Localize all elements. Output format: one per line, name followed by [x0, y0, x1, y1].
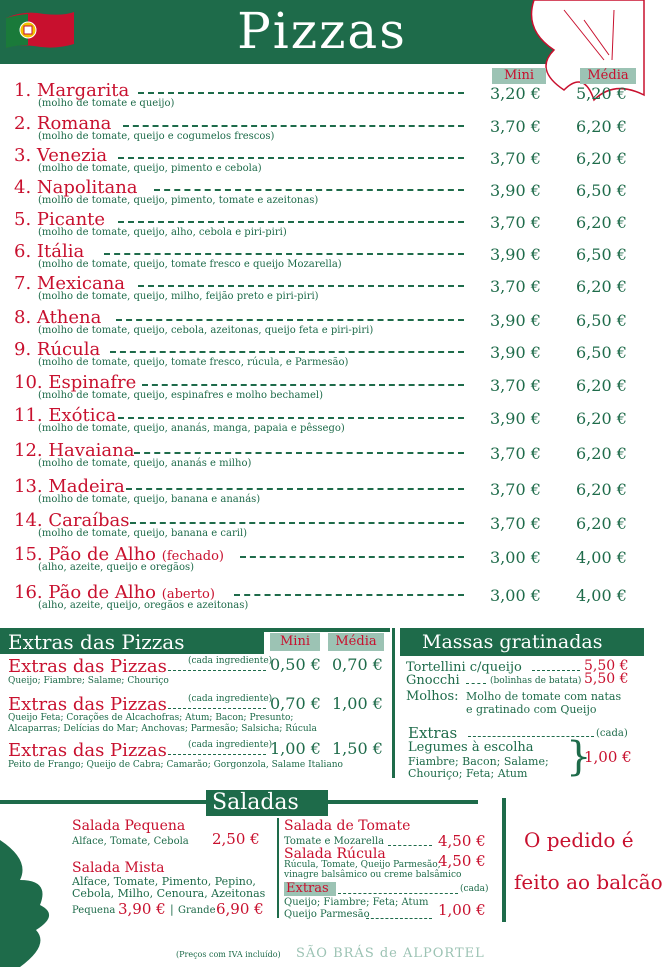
pizza-name: 3. Venezia: [14, 145, 108, 166]
extras-row-name: Extras das Pizzas: [8, 694, 167, 715]
pizza-name: 15. Pão de Alho (fechado): [14, 544, 224, 565]
price-mini: 3,00 €: [490, 548, 541, 567]
pizza-name: 2. Romana: [14, 113, 112, 134]
saladas-extras-price: 1,00 €: [438, 901, 486, 919]
pizza-name: 14. Caraíbas: [14, 510, 130, 531]
gnocchi-label: Gnocchi: [406, 673, 460, 688]
price-media: 6,20 €: [576, 149, 627, 168]
pizza-name: 4. Napolitana: [14, 177, 138, 198]
extras-per-ingredient: (cada ingrediente): [188, 694, 273, 704]
price-media: 6,50 €: [576, 181, 627, 200]
pizza-row: [8, 476, 644, 508]
pizza-row: [8, 405, 644, 437]
tortellini-label: Tortellini c/queijo: [406, 660, 522, 675]
price-media: 6,20 €: [576, 514, 627, 533]
saladas-extras-list: Queijo; Fiambre; Feta; Atum: [284, 897, 429, 908]
massas-extras-price: 1,00 €: [584, 748, 632, 766]
pizza-row: [8, 209, 644, 241]
brace-icon: }: [566, 734, 592, 780]
saladas-extras-parmesao: Queijo Parmesão: [284, 909, 370, 920]
column-header-mini: Mini: [492, 68, 546, 84]
pizza-desc: (molho de tomate, queijo, banana e ananás): [38, 494, 261, 505]
pizza-row: [8, 177, 644, 209]
pizza-desc: (molho de tomate, queijo, pimento e cebola): [38, 163, 262, 174]
pizza-name: 5. Picante: [14, 209, 106, 230]
pizza-desc: (alho, azeite, queijo e oregãos): [38, 562, 195, 573]
extras-per-ingredient: (cada ingrediente): [188, 740, 273, 750]
price-mini: 3,70 €: [490, 149, 541, 168]
pizza-desc: (molho de tomate, queijo, tomate fresco e queijo Mozarella): [38, 259, 342, 270]
massas-title: Massas gratinadas: [422, 631, 603, 653]
pizza-desc: (molho de tomate, queijo, alho, cebola e piri-piri): [38, 227, 287, 238]
column-header-media: Média: [580, 68, 636, 84]
saladas-title: Saladas: [212, 790, 299, 815]
salada-tomate-price: 4,50 €: [438, 832, 486, 850]
gnocchi-price: 5,50 €: [584, 671, 629, 687]
leaf-bottom-icon: [0, 830, 60, 967]
extras-row-desc2: Alcaparras; Delícias do Mar; Anchovas; Parmesão; Salsicha; Rúcula: [8, 724, 317, 734]
order-note-line-1: O pedido é: [524, 828, 634, 852]
page-title: Pizzas: [237, 2, 407, 60]
salada-mista-separator: |: [170, 903, 174, 916]
pizza-row: [8, 241, 644, 273]
pizza-desc: (molho de tomate, queijo, pimento, tomate e azeitonas): [38, 195, 319, 206]
massas-extras-list-2: Chouriço; Feta; Atum: [408, 767, 528, 780]
extras-title-band-right: [264, 628, 390, 632]
price-mini: 3,90 €: [490, 245, 541, 264]
extras-title: Extras das Pizzas: [8, 630, 185, 654]
pizza-desc: (molho de tomate, queijo, ananás e milho): [38, 458, 252, 469]
tortellini-price: 5,50 €: [584, 658, 629, 674]
extras-price-mini: 0,50 €: [270, 655, 321, 674]
price-mini: 3,00 €: [490, 586, 541, 605]
salada-rucula-desc-1: Rúcula, Tomate, Queijo Parmesão,: [284, 860, 441, 870]
order-note-line-2: feito ao balcão: [514, 870, 663, 894]
molhos-text-1: Molho de tomate com natas: [466, 690, 622, 703]
massas-extras-cada: (cada): [596, 728, 628, 739]
saladas-divider: [502, 798, 506, 922]
price-mini: 3,70 €: [490, 480, 541, 499]
extras-divider: [392, 628, 395, 778]
footer-town: SÃO BRÁS de ALPORTEL: [296, 946, 485, 961]
salada-mista-pequena: Pequena: [72, 905, 116, 916]
extras-row-desc: Queijo Feta; Corações de Alcachofras; Atum; Bacon; Presunto;: [8, 713, 294, 723]
pizza-name: 16. Pão de Alho (aberto): [14, 582, 215, 603]
pizza-row: [8, 582, 644, 614]
price-media: 6,20 €: [576, 277, 627, 296]
pizza-desc: (molho de tomate, queijo e cogumelos frescos): [38, 131, 275, 142]
extras-row-desc: Peito de Frango; Queijo de Cabra; Camarão; Gorgonzola, Salame Italiano: [8, 760, 343, 770]
pizza-row: [8, 145, 644, 177]
salada-mista-desc-1: Alface, Tomate, Pimento, Pepino,: [72, 875, 256, 888]
pizza-row: [8, 273, 644, 305]
pizza-row: [8, 440, 644, 472]
pizza-row: [8, 307, 644, 339]
price-mini: 3,70 €: [490, 444, 541, 463]
extras-price-mini: 0,70 €: [270, 694, 321, 713]
pizza-row: [8, 80, 644, 112]
salada-tomate-name: Salada de Tomate: [284, 818, 411, 834]
extras-price-media: 0,70 €: [332, 655, 383, 674]
price-media: 6,20 €: [576, 213, 627, 232]
price-media: 6,20 €: [576, 480, 627, 499]
molhos-label: Molhos:: [406, 689, 459, 704]
extras-per-ingredient: (cada ingrediente): [188, 656, 273, 666]
extras-row-name: Extras das Pizzas: [8, 656, 167, 677]
salada-mista-name: Salada Mista: [72, 860, 165, 876]
extras-price-media: 1,50 €: [332, 739, 383, 758]
pizza-desc: (molho de tomate, queijo, espinafres e molho bechamel): [38, 390, 323, 401]
salada-tomate-desc: Tomate e Mozarella: [284, 836, 385, 847]
salada-pequena-name: Salada Pequena: [72, 818, 186, 834]
price-media: 4,00 €: [576, 586, 627, 605]
saladas-extras-cada: (cada): [460, 884, 489, 894]
pizza-row: [8, 544, 644, 576]
gnocchi-note: (bolinhas de batata): [490, 676, 582, 686]
price-mini: 3,70 €: [490, 376, 541, 395]
extras-price-mini: 1,00 €: [270, 739, 321, 758]
pizza-desc: (molho de tomate, queijo, cebola, azeitonas, queijo feta e piri-piri): [38, 325, 374, 336]
massas-extras-list-1: Fiambre; Bacon; Salame;: [408, 755, 549, 768]
salada-rucula-price: 4,50 €: [438, 852, 486, 870]
extras-col-media: Média: [328, 633, 384, 651]
pizza-desc: (molho de tomate e queijo): [38, 98, 175, 109]
pizza-desc: (molho de tomate, queijo, banana e caril): [38, 528, 248, 539]
pizza-name: 1. Margarita: [14, 80, 130, 101]
salada-mista-desc-2: Cebola, Milho, Cenoura, Azeitonas: [72, 887, 266, 900]
massas-extras-label: Extras: [408, 724, 458, 742]
price-media: 4,00 €: [576, 548, 627, 567]
pizza-row: [8, 113, 644, 145]
legumes-label: Legumes à escolha: [408, 740, 534, 755]
pizza-desc: (alho, azeite, queijo, oregãos e azeitonas): [38, 600, 249, 611]
price-media: 6,20 €: [576, 376, 627, 395]
pizza-desc: (molho de tomate, queijo, milho, feijão preto e piri-piri): [38, 291, 319, 302]
price-mini: 3,70 €: [490, 213, 541, 232]
price-media: 6,50 €: [576, 311, 627, 330]
price-media: 5,20 €: [576, 84, 627, 103]
pizza-name: 12. Havaiana: [14, 440, 135, 461]
price-mini: 3,90 €: [490, 181, 541, 200]
salada-mista-pequena-price: 3,90 €: [118, 900, 166, 918]
price-mini: 3,90 €: [490, 311, 541, 330]
price-mini: 3,70 €: [490, 514, 541, 533]
pizza-name: 9. Rúcula: [14, 339, 101, 360]
extras-col-mini: Mini: [270, 633, 320, 651]
price-media: 6,20 €: [576, 117, 627, 136]
salada-rucula-name: Salada Rúcula: [284, 846, 386, 862]
salada-pequena-price: 2,50 €: [212, 830, 260, 848]
pizza-name: 13. Madeira: [14, 476, 125, 497]
price-mini: 3,70 €: [490, 277, 541, 296]
molhos-text-2: e gratinado com Queijo: [466, 703, 597, 716]
pizza-name-suffix: (aberto): [161, 587, 215, 602]
pizza-name: 10. Espinafre: [14, 372, 137, 393]
extras-row-desc: Queijo; Fiambre; Salame; Chouriço: [8, 676, 169, 686]
price-mini: 3,70 €: [490, 117, 541, 136]
pizza-desc: (molho de tomate, queijo, ananás, manga, papaia e pêssego): [38, 423, 345, 434]
price-mini: 3,90 €: [490, 409, 541, 428]
salada-mista-grande: Grande: [178, 905, 216, 916]
saladas-extras-label: Extras: [286, 881, 329, 896]
price-mini: 3,90 €: [490, 343, 541, 362]
saladas-mid-divider: [277, 818, 279, 918]
pizza-row: [8, 339, 644, 371]
extras-row-name: Extras das Pizzas: [8, 740, 167, 761]
pizza-row: [8, 510, 644, 542]
pizza-name: 7. Mexicana: [14, 273, 126, 294]
pizza-name: 11. Exótica: [14, 405, 117, 426]
price-media: 6,20 €: [576, 444, 627, 463]
price-mini: 3,20 €: [490, 84, 541, 103]
pizza-name: 8. Athena: [14, 307, 102, 328]
salada-pequena-desc: Alface, Tomate, Cebola: [72, 836, 189, 847]
price-media: 6,20 €: [576, 409, 627, 428]
extras-price-media: 1,00 €: [332, 694, 383, 713]
salada-mista-grande-price: 6,90 €: [216, 900, 264, 918]
price-media: 6,50 €: [576, 245, 627, 264]
pizza-row: [8, 372, 644, 404]
pizza-name-suffix: (fechado): [161, 549, 224, 564]
price-media: 6,50 €: [576, 343, 627, 362]
footer-iva-note: (Preços com IVA incluído): [176, 950, 281, 959]
pizza-name: 6. Itália: [14, 241, 85, 262]
pizza-desc: (molho de tomate, queijo, tomate fresco, rúcula, e Parmesão): [38, 357, 349, 368]
salada-rucula-desc-2: vinagre balsâmico ou creme balsâmico: [284, 870, 462, 880]
